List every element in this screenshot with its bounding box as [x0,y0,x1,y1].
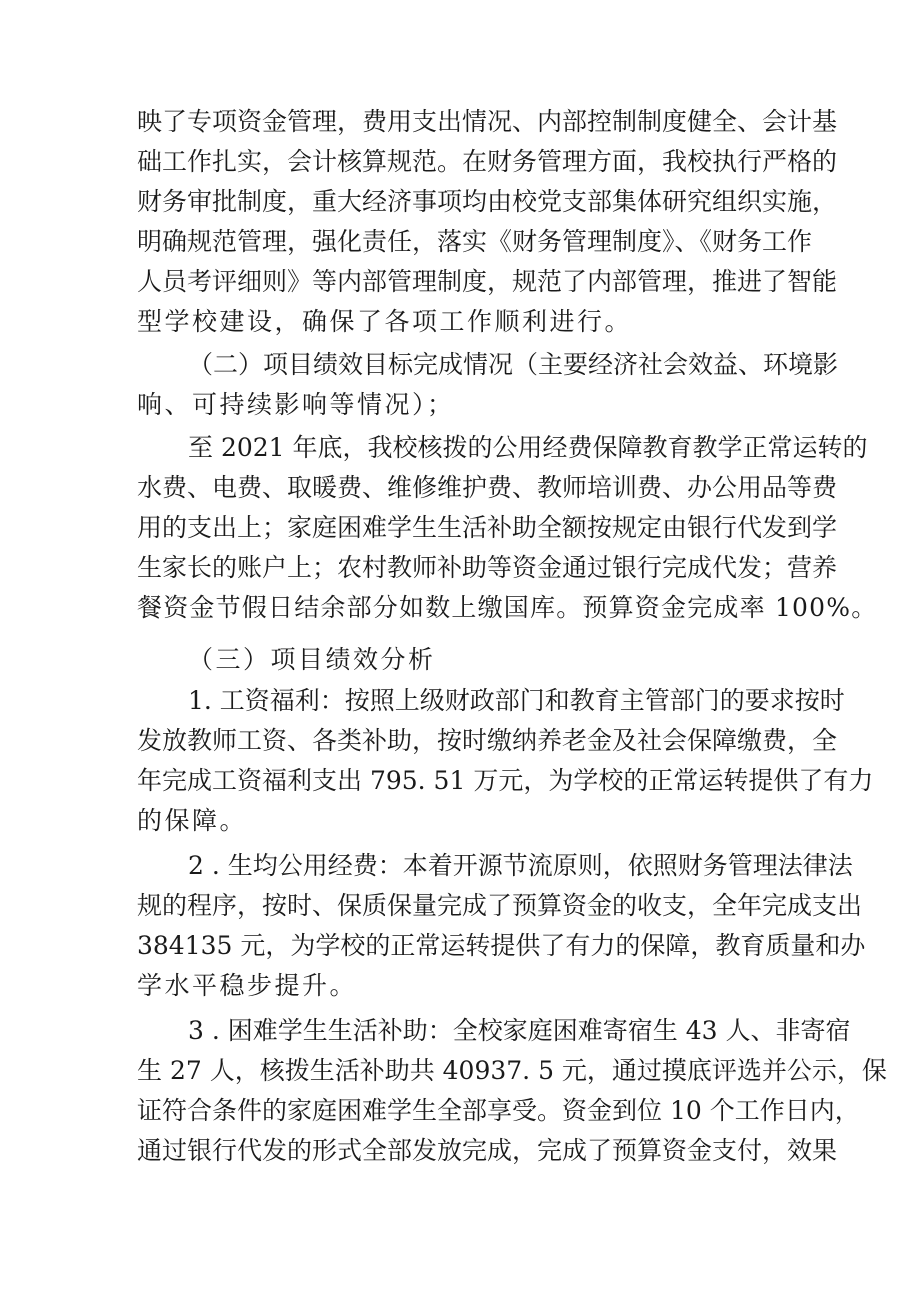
paragraph-line: 的保障。 [137,806,248,835]
paragraph-line: 财务审批制度，重大经济事项均由校党支部集体研究组织实施， [137,187,838,216]
paragraph-line: 型学校建设，确保了各项工作顺利进行。 [137,307,633,336]
paragraph-line: 384135 元，为学校的正常运转提供了有力的保障，教育质量和办 [137,931,866,960]
paragraph-line: 生家长的账户上；农村教师补助等资金通过银行完成代发；营养 [137,553,838,582]
paragraph-line: 用的支出上；家庭困难学生生活补助全额按规定由银行代发到学 [137,513,838,542]
paragraph-line: 年完成工资福利支出 795. 51 万元，为学校的正常运转提供了有力 [137,766,874,795]
paragraph-line: 映了专项资金管理，费用支出情况、内部控制制度健全、会计基 [137,107,838,136]
paragraph-line: 人员考评细则》等内部管理制度，规范了内部管理，推进了智能 [137,267,838,296]
paragraph-line: 规的程序，按时、保质保量完成了预算资金的收支，全年完成支出 [137,891,863,920]
paragraph-line: 明确规范管理，强化责任，落实《财务管理制度》、《财务工作 [137,227,813,256]
paragraph-line: 至 2021 年底，我校核拨的公用经费保障教育教学正常运转的 [188,433,868,462]
section-heading-continued: 响、可持续影响等情况）； [137,390,455,419]
section-heading: （三）项目绩效分析 [188,645,436,674]
paragraph-line: 通过银行代发的形式全部发放完成，完成了预算资金支付，效果 [137,1136,838,1165]
paragraph-line: 2 . 生均公用经费：本着开源节流原则，依照财务管理法律法 [188,851,853,880]
paragraph-line: 餐资金节假日结余部分如数上缴国库。预算资金完成率 100%。 [137,593,878,622]
paragraph-line: 发放教师工资、各类补助，按时缴纳养老金及社会保障缴费，全 [137,726,838,755]
paragraph-line: 生 27 人，核拨生活补助共 40937. 5 元，通过摸底评选并公示，保 [137,1056,887,1085]
paragraph-line: 水费、电费、取暖费、维修维护费、教师培训费、办公用品等费 [137,473,838,502]
paragraph-line: 证符合条件的家庭困难学生全部享受。资金到位 10 个工作日内， [137,1096,860,1125]
paragraph-line: 1. 工资福利：按照上级财政部门和教育主管部门的要求按时 [188,686,845,715]
section-heading: （二）项目绩效目标完成情况（主要经济社会效益、环境影 [188,350,839,379]
paragraph-line: 础工作扎实，会计核算规范。在财务管理方面，我校执行严格的 [137,147,838,176]
paragraph-line: 3 . 困难学生生活补助：全校家庭困难寄宿生 43 人、非寄宿 [188,1016,851,1045]
paragraph-line: 学水平稳步提升。 [137,971,358,1000]
